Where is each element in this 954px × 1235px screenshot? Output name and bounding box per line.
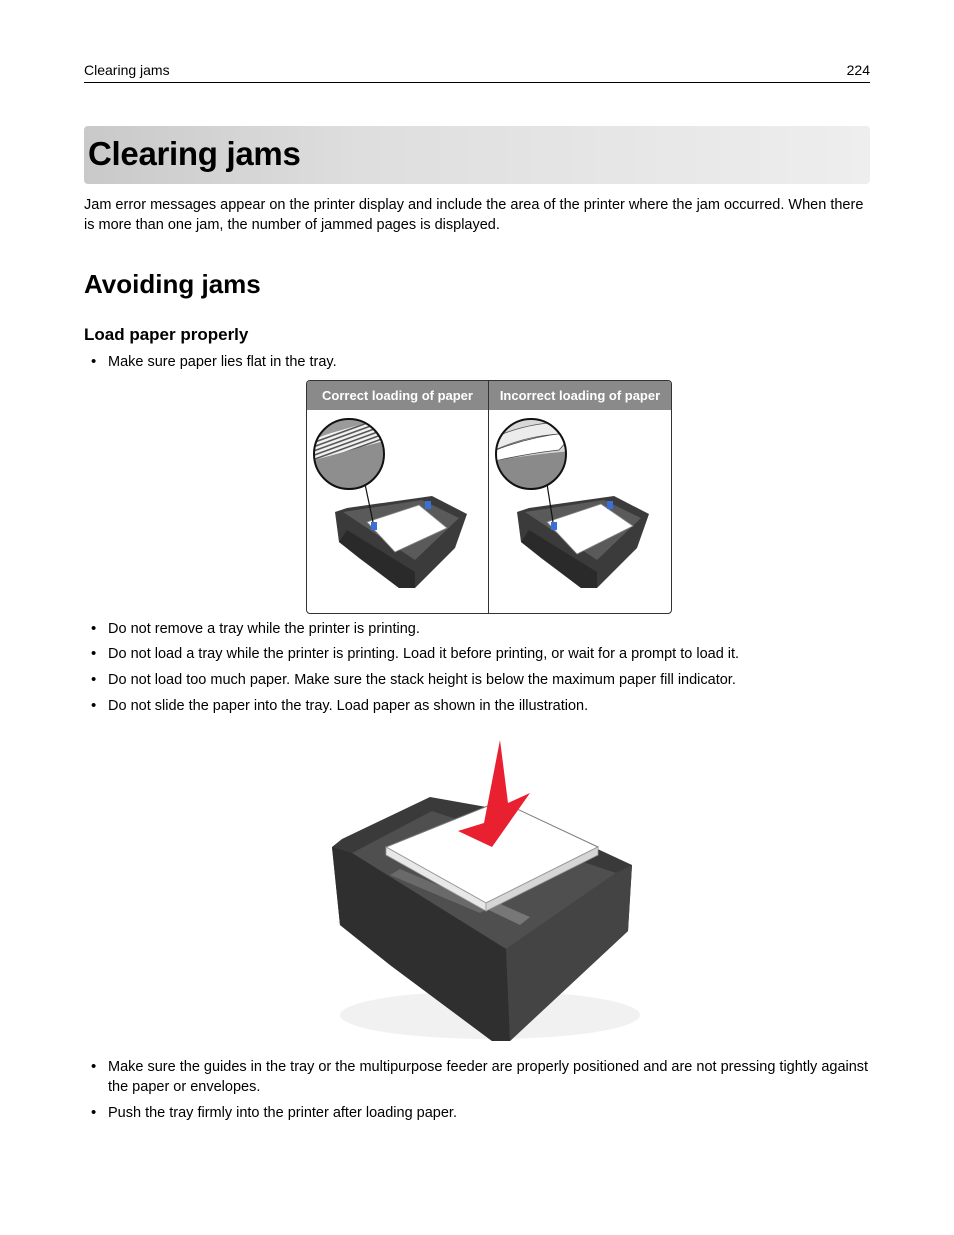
page-number: 224 <box>846 62 870 78</box>
list-item: • Do not load too much paper. Make sure the stack height is below the maximum paper fill indicator. <box>108 670 878 690</box>
list-item: • Do not load a tray while the printer is printing. Load it before printing, or wait for a prompt to load it. <box>108 644 878 664</box>
header-section-title: Clearing jams <box>84 62 170 78</box>
chapter-title: Clearing jams <box>88 135 301 172</box>
intro-paragraph: Jam error messages appear on the printer display and include the area of the printer where the jam occurred. When there is more than one jam, the number of jammed pages is displayed. <box>84 197 864 233</box>
chapter-heading-band <box>84 126 870 184</box>
list-item: • Do not slide the paper into the tray. Load paper as shown in the illustration. <box>108 696 878 716</box>
correct-loading-illustration <box>307 410 488 613</box>
paper-loading-comparison-figure <box>306 380 672 614</box>
list-item: • Make sure the guides in the tray or the multipurpose feeder are properly positioned and are not pressing tightly against the paper or envelopes. <box>108 1057 878 1097</box>
correct-loading-label: Correct loading of paper <box>307 381 488 410</box>
paper-tray-loading-illustration <box>320 735 640 1045</box>
list-item: • Do not remove a tray while the printer is printing. <box>108 619 878 639</box>
running-header <box>84 60 870 83</box>
subsection-heading: Load paper properly <box>84 325 249 344</box>
list-item: • Make sure paper lies flat in the tray. <box>108 352 878 372</box>
incorrect-loading-label: Incorrect loading of paper <box>489 381 671 410</box>
list-item: • Push the tray firmly into the printer after loading paper. <box>108 1103 878 1123</box>
incorrect-loading-illustration <box>489 410 670 613</box>
section-heading: Avoiding jams <box>84 269 261 299</box>
